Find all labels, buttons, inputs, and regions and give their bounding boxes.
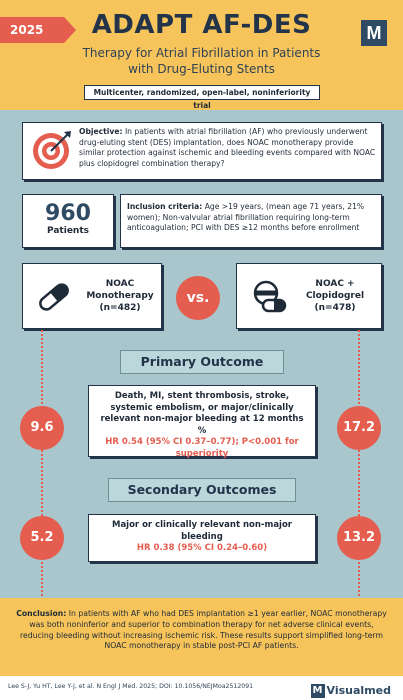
right-connector: [358, 330, 360, 628]
primary-value-combination: 17.2: [337, 406, 381, 450]
target-icon: [31, 129, 73, 171]
primary-outcome-description: Death, MI, stent thrombosis, stroke, systemic embolism, or major/clinically relevant non-major bleeding at 12 months %: [100, 391, 304, 436]
arm-left-label: [81, 278, 159, 314]
pills-icon: [251, 278, 289, 316]
secondary-outcome-heading: Secondary Outcomes: [108, 478, 296, 502]
inclusion-box: [120, 194, 382, 248]
main-panel: [0, 110, 403, 598]
objective-body: In patients with atrial fibrillation (AF) who previously underwent drug-eluting stent (DES) implantation, does NOAC monotherapy provide similar protection against ischemic and bleeding events compared with NOAC plus clopidogrel combination therapy?: [79, 127, 376, 168]
arm-right-line2: Clopidogrel: [305, 291, 365, 301]
conclusion-box: [0, 598, 403, 676]
left-connector: [41, 330, 43, 628]
trial-design-badge: Multicenter, randomized, open-label, noninferiority trial: [84, 85, 320, 100]
arm-right-label: [291, 278, 379, 314]
patient-label: Patients: [47, 226, 89, 236]
year-tab: 2025: [0, 17, 64, 43]
patients-box: [22, 194, 114, 248]
objective-label: Objective:: [79, 127, 123, 136]
patient-count: 960: [45, 201, 91, 226]
arm-right-line1: NOAC +: [315, 279, 355, 289]
footer: [0, 676, 403, 700]
primary-value-monotherapy: 9.6: [20, 406, 64, 450]
inclusion-text: Age >19 years, (mean age 71 years, 21% women); Non-valvular atrial fibrillation requiring long-term anticoagulation; PCI with DES ≥12 months before enrollment: [127, 202, 365, 232]
secondary-outcome-description: Major or clinically relevant non-major bleeding: [111, 520, 292, 542]
brand-logo: M: [311, 684, 325, 698]
brand: [311, 680, 391, 696]
conclusion-label: Conclusion:: [16, 609, 67, 618]
primary-outcome-box: [88, 385, 316, 457]
secondary-value-combination: 13.2: [337, 516, 381, 560]
arm-left-line1: NOAC: [105, 279, 135, 289]
brand-name: Visualmed: [326, 684, 391, 697]
inclusion-label: Inclusion criteria:: [127, 202, 203, 211]
citation: Lee S-J, Yu HT, Lee Y-J, et al. N Engl J Med. 2025; DOI: 10.1056/NEJMoa2512091: [8, 683, 254, 690]
visualmed-logo: M: [361, 20, 387, 46]
conclusion-text: In patients with AF who had DES implantation ≥1 year earlier, NOAC monotherapy was both noninferior and superior to combination therapy for net adverse clinical events, reducing bleeding without increasing ischemic risk. These results support simplified long-term NOAC monotherapy in stable post-PCI AF patients.: [20, 609, 387, 651]
primary-outcome-heading: Primary Outcome: [120, 350, 284, 374]
arm-left-line2: Monotherapy: [86, 291, 154, 301]
objective-box: [22, 122, 382, 180]
page-subtitle: Therapy for Atrial Fibrillation in Patients with Drug-Eluting Stents: [82, 46, 321, 76]
secondary-outcome-box: [88, 514, 316, 562]
primary-outcome-hr: HR 0.54 (95% CI 0.37–0.77); P<0.001 for superiority: [105, 437, 299, 459]
vs-badge: vs.: [176, 276, 220, 320]
arm-noac-monotherapy: [22, 263, 162, 329]
header: [0, 0, 403, 110]
page-title: ADAPT AF-DES: [91, 10, 312, 40]
capsule-pill-icon: [35, 280, 73, 314]
secondary-outcome-hr: HR 0.38 (95% CI 0.24–0.60): [136, 543, 268, 553]
arm-right-line3: (n=478): [314, 303, 356, 313]
arm-noac-clopidogrel: [236, 263, 382, 329]
objective-text: [79, 127, 377, 169]
secondary-value-monotherapy: 5.2: [20, 516, 64, 560]
arm-left-line3: (n=482): [99, 303, 141, 313]
